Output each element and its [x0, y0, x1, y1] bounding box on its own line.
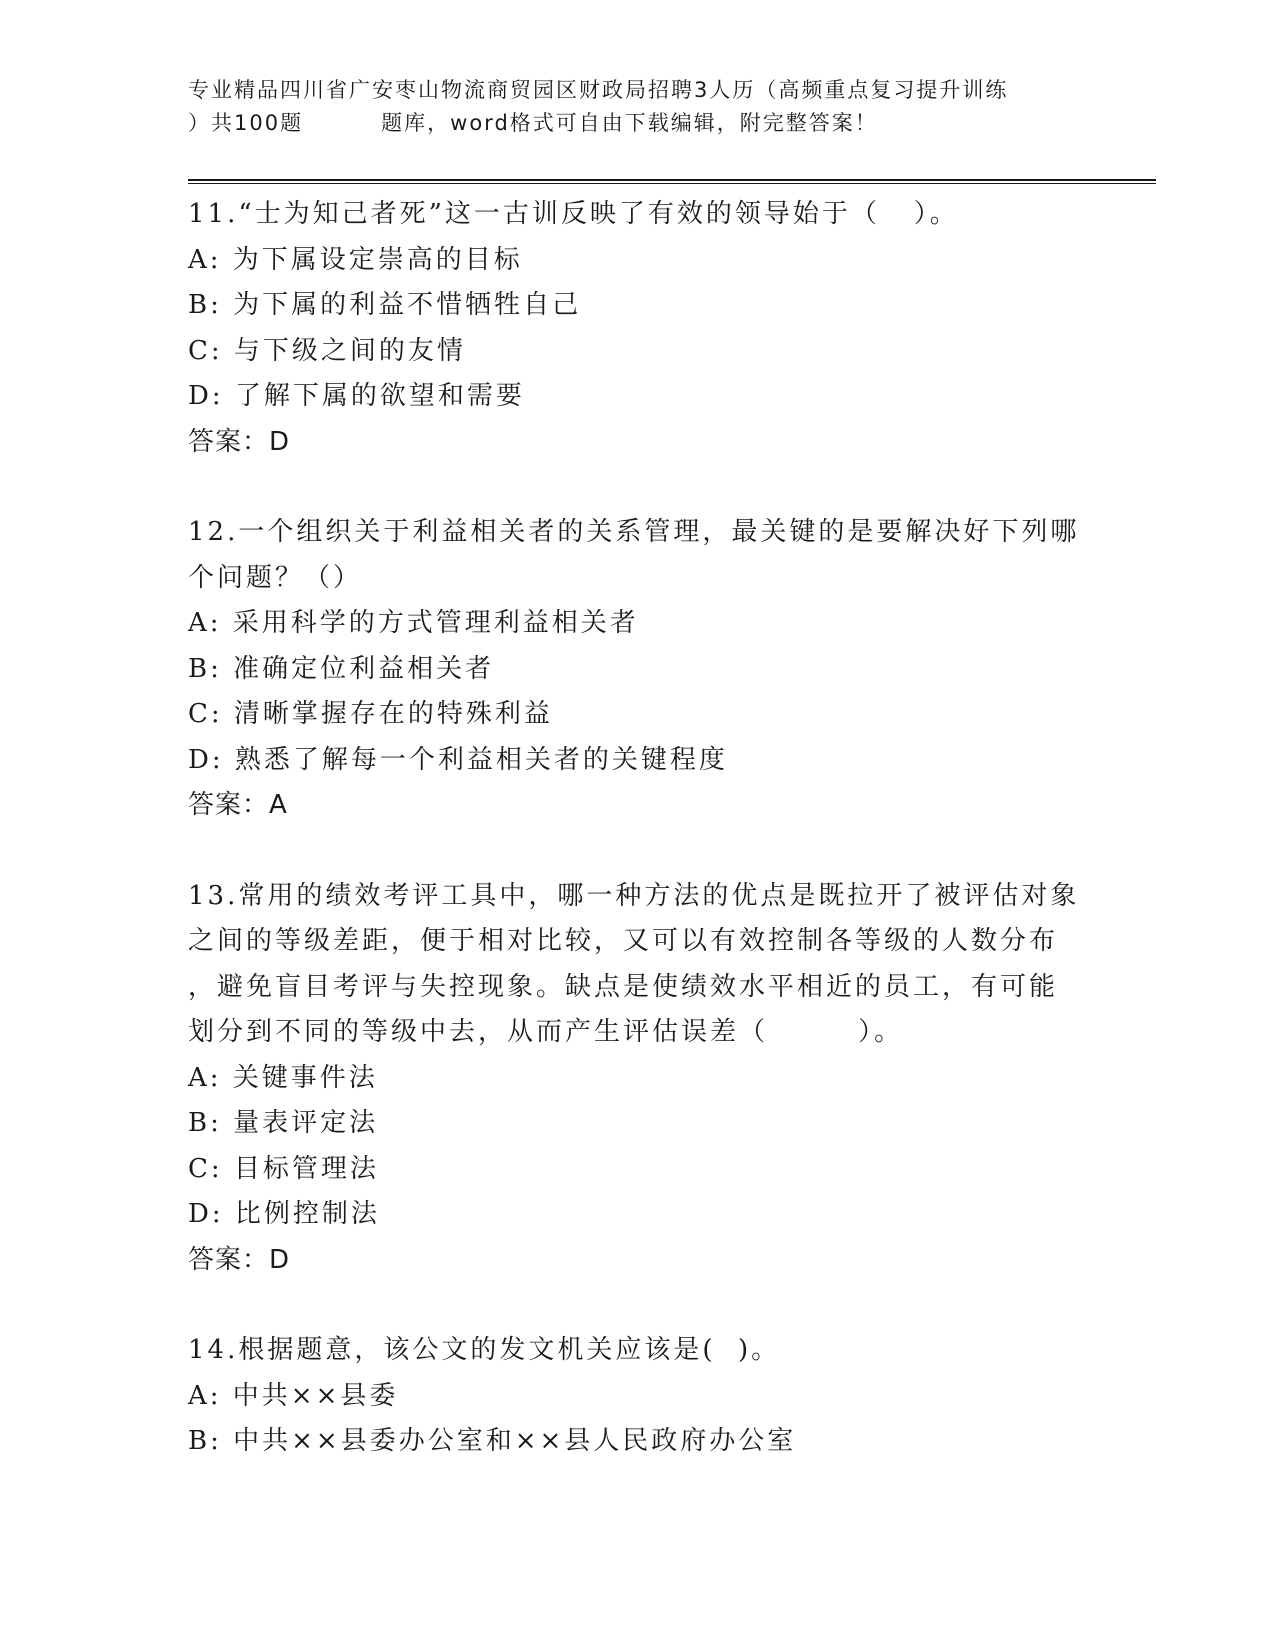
question-stem: 个问题？（）	[188, 562, 363, 593]
question-spacer	[188, 829, 1108, 874]
option-c: C: 清晰掌握存在的特殊利益	[188, 699, 553, 729]
option-b: B: 准确定位利益相关者	[188, 653, 495, 684]
option-a: A: 为下属设定崇高的目标	[188, 244, 523, 275]
option-d: D: 比例控制法	[188, 1199, 380, 1229]
option-d: D: 熟悉了解每一个利益相关者的关键程度	[188, 744, 728, 775]
question-stem: 11.“士为知己者死”这一古训反映了有效的领导始于（ ）。	[188, 199, 959, 229]
question-block	[188, 192, 1108, 465]
question-stem: 13.常用的绩效考评工具中，哪一种方法的优点是既拉开了被评估对象	[188, 880, 1080, 911]
answer-line: 答案：A	[188, 790, 288, 820]
question-stem: ，避免盲目考评与失控现象。缺点是使绩效水平相近的员工，有可能	[188, 971, 1059, 1002]
option-b: B: 为下属的利益不惜牺牲自己	[188, 290, 582, 320]
option-a: A: 采用科学的方式管理利益相关者	[188, 608, 639, 638]
answer-line: 答案：D	[188, 1244, 291, 1275]
question-block	[188, 874, 1108, 1284]
question-spacer	[188, 465, 1108, 510]
question-block	[188, 510, 1108, 829]
header-divider-thin	[188, 183, 1156, 184]
option-b: B: 量表评定法	[188, 1108, 379, 1138]
answer-line: 答案：D	[188, 426, 291, 457]
document-header	[188, 74, 1088, 140]
option-b: B: 中共××县委办公室和××县人民政府办公室	[188, 1426, 797, 1456]
question-stem: 14.根据题意，该公文的发文机关应该是( )。	[188, 1335, 781, 1365]
header-line: 专业精品四川省广安枣山物流商贸园区财政局招聘3人历（高频重点复习提升训练	[188, 78, 1009, 102]
option-d: D: 了解下属的欲望和需要	[188, 381, 525, 411]
header-divider-thick	[188, 179, 1156, 181]
question-spacer	[188, 1283, 1108, 1328]
option-a: A: 中共××县委	[188, 1380, 399, 1411]
question-stem: 划分到不同的等级中去，从而产生评估误差（ ）。	[188, 1017, 904, 1047]
question-block	[188, 1328, 1108, 1465]
question-list	[188, 192, 1108, 1465]
header-line: ）共100题 题库，word格式可自由下载编辑，附完整答案！	[188, 111, 878, 135]
option-a: A: 关键事件法	[188, 1062, 378, 1093]
question-stem: 之间的等级差距，便于相对比较，又可以有效控制各等级的人数分布	[188, 926, 1059, 956]
question-stem: 12.一个组织关于利益相关者的关系管理，最关键的是要解决好下列哪	[188, 517, 1080, 547]
option-c: C: 与下级之间的友情	[188, 335, 466, 366]
option-c: C: 目标管理法	[188, 1153, 379, 1184]
